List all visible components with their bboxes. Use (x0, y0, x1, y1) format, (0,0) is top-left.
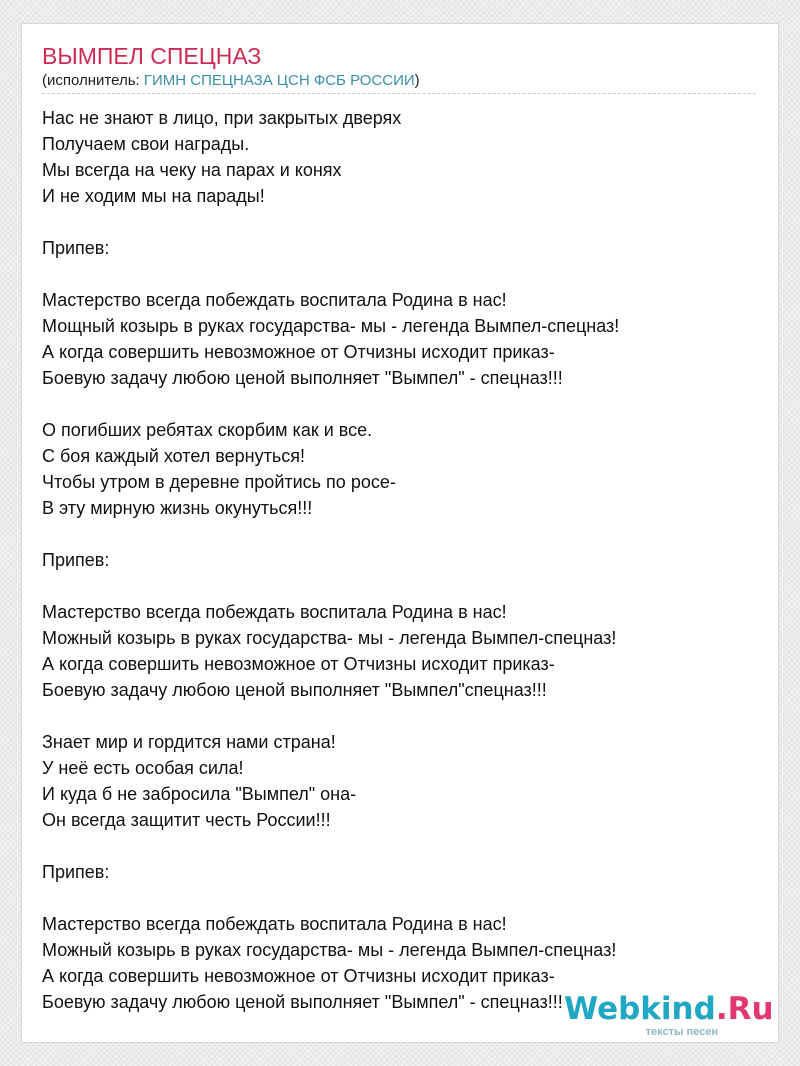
lyric-line: А когда совершить невозможное от Отчизны исходит приказ- (42, 654, 555, 674)
lyric-line: И куда б не забросила "Вымпел" она- (42, 784, 357, 804)
lyric-line: Он всегда защитит честь России!!! (42, 810, 331, 830)
lyric-line: Можный козырь в руках государства- мы - легенда Вымпел-спецназ! (42, 628, 617, 648)
logo-tagline: тексты песен (645, 1026, 718, 1038)
lyric-line: Мы всегда на чеку на парах и конях (42, 160, 342, 180)
artist-suffix: ) (414, 72, 420, 89)
logo-wordmark (564, 991, 774, 1027)
lyric-line (42, 209, 619, 235)
lyric-line: В эту мирную жизнь окунуться!!! (42, 498, 313, 518)
lyric-line: А когда совершить невозможное от Отчизны исходит приказ- (42, 966, 555, 986)
lyric-line: Мастерство всегда побеждать воспитала Родина в нас! (42, 290, 507, 310)
artist-line (42, 72, 420, 90)
lyric-line: Чтобы утром в деревне пройтись по росе- (42, 472, 396, 492)
lyric-line (42, 573, 619, 599)
lyrics-card (22, 24, 778, 1042)
logo-name: Webkind (564, 991, 716, 1027)
lyric-line: Мощный козырь в руках государства- мы - легенда Вымпел-спецназ! (42, 316, 620, 336)
lyric-line (42, 261, 619, 287)
lyric-line: Знает мир и гордится нами страна! (42, 732, 336, 752)
lyric-line (42, 703, 619, 729)
lyric-line: А когда совершить невозможное от Отчизны исходит приказ- (42, 342, 555, 362)
lyric-line: У неё есть особая сила! (42, 758, 244, 778)
lyric-line: Боевую задачу любою ценой выполняет "Вымпел" - спецназ!!! (42, 368, 563, 388)
lyric-line (42, 521, 619, 547)
artist-prefix: (исполнитель: (42, 72, 144, 89)
webkind-logo[interactable] (564, 991, 774, 1038)
lyric-line: Можный козырь в руках государства- мы - легенда Вымпел-спецназ! (42, 940, 617, 960)
lyric-line: Мастерство всегда побеждать воспитала Родина в нас! (42, 914, 507, 934)
lyric-line: Припев: (42, 550, 110, 570)
lyric-line: Припев: (42, 238, 110, 258)
lyric-line: Нас не знают в лицо, при закрытых дверях (42, 108, 402, 128)
lyric-line: О погибших ребятах скорбим как и все. (42, 420, 373, 440)
lyric-line: Боевую задачу любою ценой выполняет "Вымпел"спецназ!!! (42, 680, 547, 700)
lyric-line (42, 391, 619, 417)
lyrics-text (42, 105, 619, 1015)
lyric-line: Мастерство всегда побеждать воспитала Родина в нас! (42, 602, 507, 622)
lyric-line: С боя каждый хотел вернуться! (42, 446, 305, 466)
lyric-line: Получаем свои награды. (42, 134, 250, 154)
lyric-line (42, 885, 619, 911)
lyric-line: И не ходим мы на парады! (42, 186, 265, 206)
lyric-line: Боевую задачу любою ценой выполняет "Вымпел" - спецназ!!! (42, 992, 563, 1012)
artist-link[interactable]: ГИМН СПЕЦНАЗА ЦСН ФСБ РОССИИ (143, 72, 415, 89)
lyric-line: Припев: (42, 862, 110, 882)
title-divider (42, 93, 756, 94)
lyric-line (42, 833, 619, 859)
logo-tld: .Ru (715, 991, 774, 1027)
song-title: ВЫМПЕЛ СПЕЦНАЗ (42, 43, 262, 69)
